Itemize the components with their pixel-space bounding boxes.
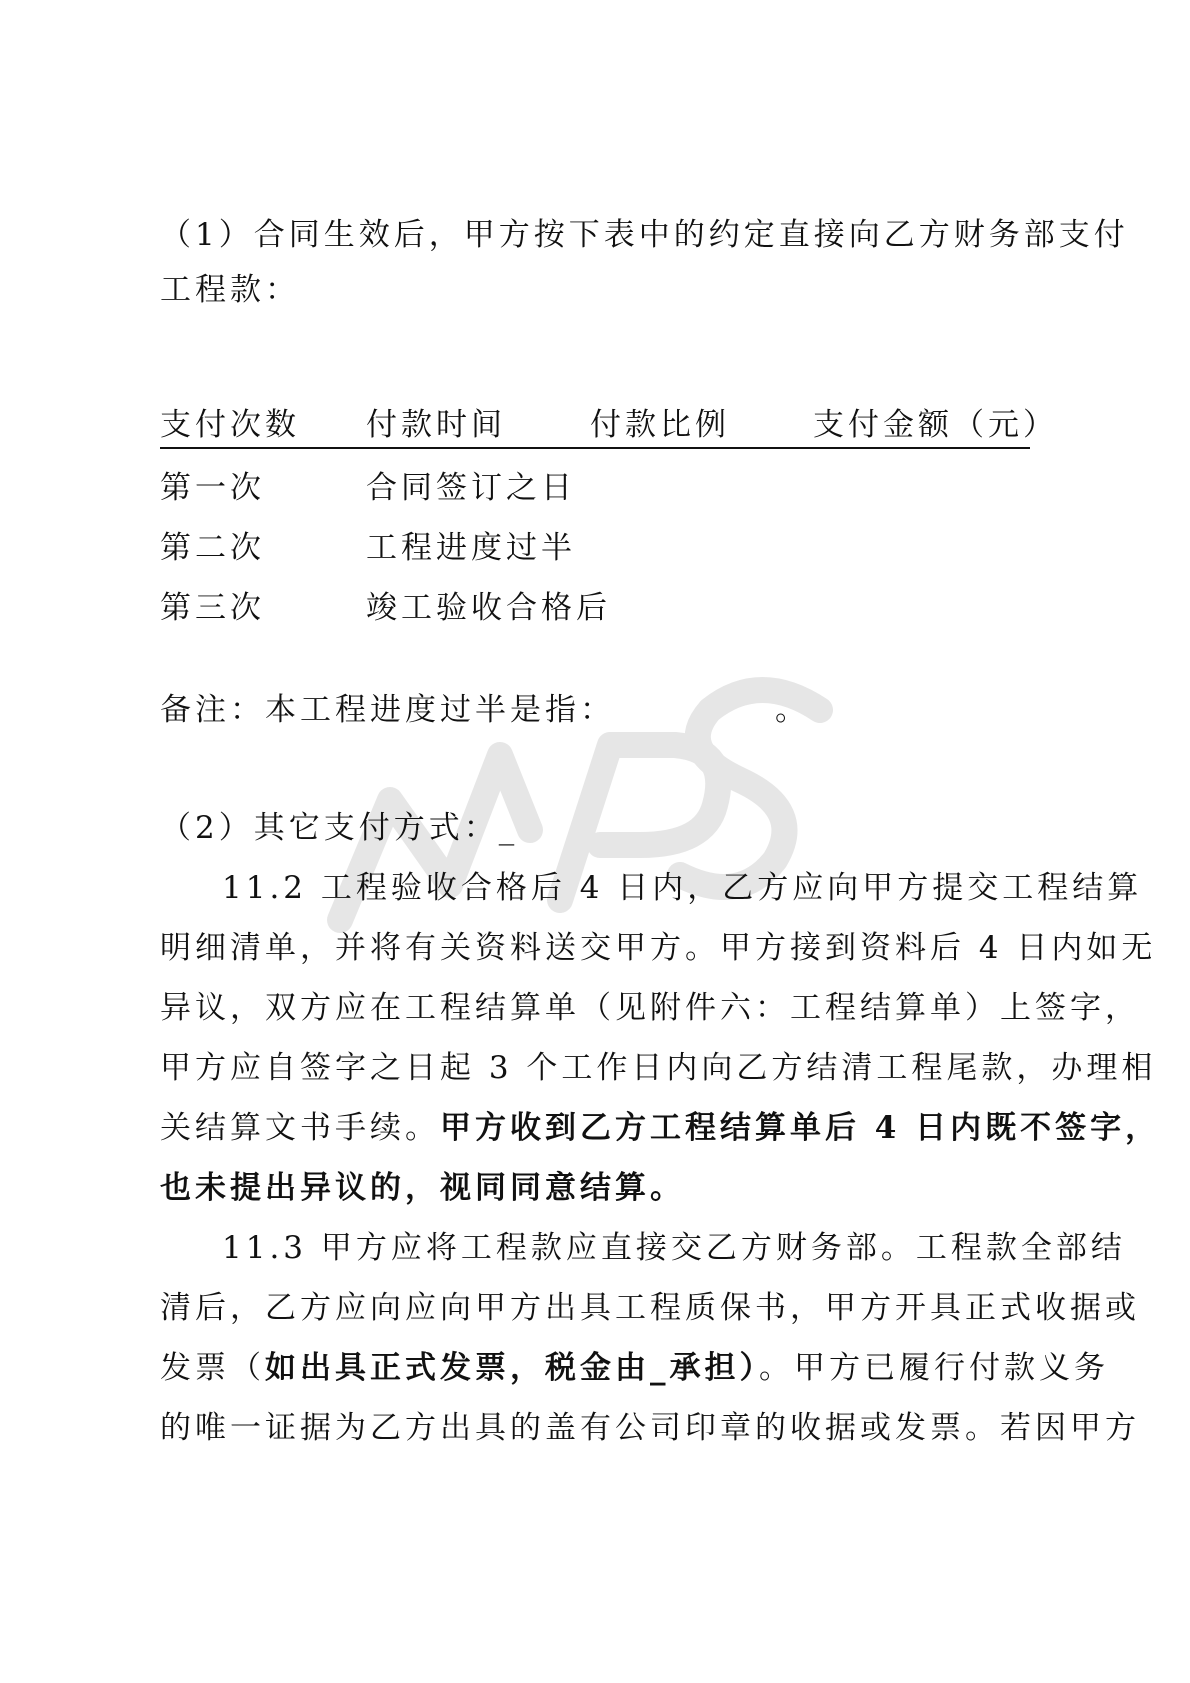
payment-row-2-times: 第二次 bbox=[160, 530, 265, 566]
progress-note-end: 。 bbox=[775, 692, 810, 728]
clause-11-3-line-3 bbox=[160, 1348, 1109, 1388]
clause-11-3-line-2: 清后，乙方应向应向甲方出具工程质保书，甲方开具正式收据或 bbox=[160, 1290, 1140, 1326]
clause-11-2-line-5-bold: 甲方收到乙方工程结算单后 4 日内既不签字， bbox=[440, 1110, 1161, 1146]
payment-row-1-time: 合同签订之日 bbox=[366, 470, 576, 506]
payment-row-3-time: 竣工验收合格后 bbox=[366, 590, 611, 626]
clause-11-3-line-3-bold: 如出具正式发票，税金由_承担） bbox=[265, 1350, 759, 1386]
progress-note: 备注：本工程进度过半是指： bbox=[160, 692, 615, 728]
clause-11-2-line-1: 11.2 工程验收合格后 4 日内，乙方应向甲方提交工程结算 bbox=[222, 870, 1143, 906]
payment-row-3-times: 第三次 bbox=[160, 590, 265, 626]
clause-11-3-line-3-normal-a: 发票（ bbox=[160, 1350, 265, 1386]
payment-table-header-ratio: 付款比例 bbox=[590, 407, 730, 443]
clause-11-2-line-3: 异议，双方应在工程结算单（见附件六：工程结算单）上签字， bbox=[160, 990, 1140, 1026]
clause-11-2-line-2: 明细清单，并将有关资料送交甲方。甲方接到资料后 4 日内如无 bbox=[160, 930, 1157, 966]
clause-11-3-line-3-normal-b: 。甲方已履行付款义务 bbox=[759, 1350, 1109, 1386]
section-1-line-1: （1）合同生效后，甲方按下表中的约定直接向乙方财务部支付 bbox=[160, 217, 1129, 253]
clause-11-3-line-4: 的唯一证据为乙方出具的盖有公司印章的收据或发票。若因甲方 bbox=[160, 1410, 1140, 1446]
payment-row-1-times: 第一次 bbox=[160, 470, 265, 506]
clause-11-2-line-5 bbox=[160, 1108, 1161, 1148]
clause-11-2-line-5-normal: 关结算文书手续。 bbox=[160, 1110, 440, 1146]
payment-table-header-amount: 支付金额（元） bbox=[813, 407, 1058, 443]
section-2-other-payment: （2）其它支付方式：_ bbox=[160, 810, 519, 846]
payment-table-header-times: 支付次数 bbox=[160, 407, 300, 443]
clause-11-3-line-1: 11.3 甲方应将工程款应直接交乙方财务部。工程款全部结 bbox=[222, 1230, 1126, 1266]
payment-table-header-time: 付款时间 bbox=[366, 407, 506, 443]
section-1-line-2: 工程款： bbox=[160, 272, 300, 308]
payment-row-2-time: 工程进度过半 bbox=[366, 530, 576, 566]
clause-11-2-line-4: 甲方应自签字之日起 3 个工作日内向乙方结清工程尾款，办理相 bbox=[160, 1050, 1157, 1086]
clause-11-2-line-6: 也未提出异议的，视同同意结算。 bbox=[160, 1170, 685, 1206]
